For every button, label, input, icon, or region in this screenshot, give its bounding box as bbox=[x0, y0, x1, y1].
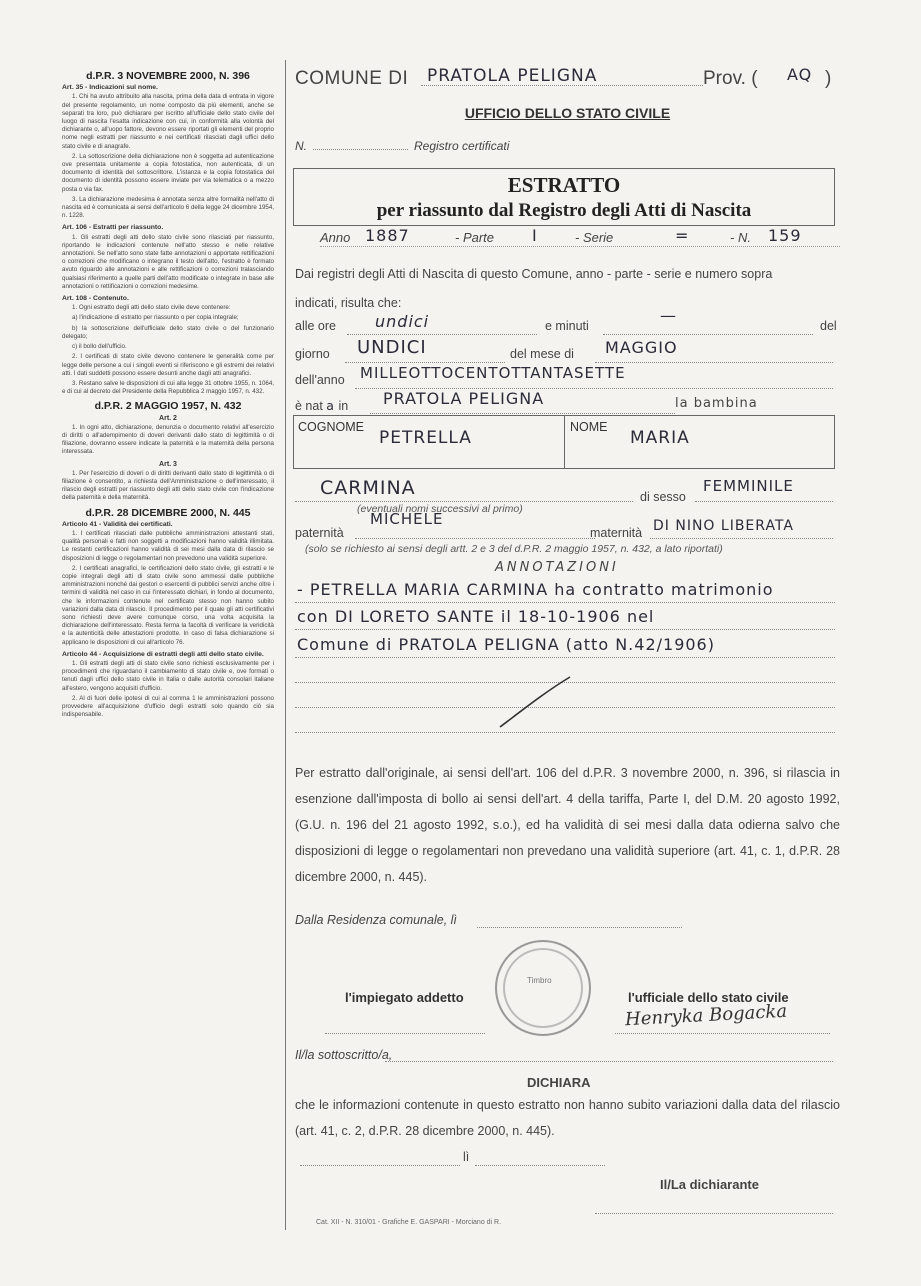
province-value: AQ bbox=[787, 65, 813, 84]
declarant-label: Il/La dichiarante bbox=[660, 1177, 759, 1192]
dotted-line bbox=[295, 501, 633, 502]
dotted-line bbox=[385, 1061, 833, 1062]
document-title: ESTRATTO bbox=[507, 173, 621, 197]
intro-line-1: Dai registri degli Atti di Nascita di questo Comune, anno - parte - serie e numero sopra bbox=[295, 267, 773, 281]
day-value: UNDICI bbox=[357, 337, 427, 358]
series-label: - Serie bbox=[575, 230, 614, 245]
part-value: I bbox=[532, 226, 538, 245]
article-paragraph: 2. La sottoscrizione della dichiarazione non è soggetta ad autenticazione ove presentata unitamente a copia fotostatica, non autenticata, di un documento di identità del sottoscrittore. L'istanza e la copia fotostatica del documento di identità possono essere inviate per via telematica o a mezzo posta o via fax. bbox=[62, 152, 274, 193]
law-title: d.P.R. 3 NOVEMBRE 2000, N. 396 bbox=[86, 70, 250, 82]
born-label-text: è nat bbox=[295, 399, 323, 413]
office-title: UFFICIO DELLO STATO CIVILE bbox=[464, 105, 671, 121]
registrar-label: l'ufficiale dello stato civile bbox=[628, 990, 789, 1005]
act-number-value: 159 bbox=[768, 226, 802, 245]
minutes-value: — bbox=[660, 306, 677, 325]
annotation-line: Comune di PRATOLA PELIGNA (atto N.42/1906) bbox=[297, 635, 715, 654]
article-paragraph: 1. Per l'esercizio di doveri o di diritti derivanti dallo stato di legittimità o di filiazione è consentito, a richiesta dell'Amministrazione o dell'interessato, il rilascio degli estratti per riassunto degli atti dello stato civile con l'indicazione della paternità e della maternità. bbox=[62, 469, 274, 502]
annotation-line: con DI LORETO SANTE il 18-10-1906 nel bbox=[297, 607, 655, 626]
number-label: N. bbox=[295, 139, 307, 153]
article-paragraph: 1. Gli estratti degli atti dello stato civile sono rilasciati per riassunto, riportando le indicazioni contenute nell'atto stesso e nelle relative annotazioni. Se nell'atto sono state fatte annotazioni o apportate rettificazioni o correzioni che modificano o integrano il testo dell'atto, l'estratto è formato avuto riguardo alle annotazioni e alle rettificazioni o correzioni tralasciando qualsiasi riferimento a quelle parti dell'atto modificate o integrate in base alle annotazioni o rettificazioni o correzioni medesime. bbox=[62, 233, 274, 290]
clerk-label: l'impiegato addetto bbox=[345, 990, 464, 1005]
article-paragraph: 1. Gli estratti degli atti di stato civile sono richiesti esclusivamente per i procedimenti che riguardano il cambiamento di stato civile e, ove formati o tenuti dagli uffici dello stato civile in Italia o dalle autorità consolari italiane all'estero, vengono acquisiti d'ufficio. bbox=[62, 660, 274, 692]
surname-value: PETRELLA bbox=[379, 428, 472, 448]
dotted-line bbox=[475, 1165, 605, 1166]
series-value: = bbox=[675, 226, 690, 245]
article-title: Articolo 41 - Validità dei certificati. bbox=[62, 520, 173, 528]
dotted-line bbox=[370, 413, 675, 414]
registry-line bbox=[295, 139, 509, 153]
month-label: del mese di bbox=[510, 347, 574, 361]
child-label: la bambina bbox=[675, 396, 758, 411]
comune-value: PRATOLA PELIGNA bbox=[427, 66, 598, 86]
law-title: d.P.R. 28 DICEMBRE 2000, N. 445 bbox=[85, 506, 251, 519]
article-paragraph: 3. La dichiarazione medesima è annotata senza altre formalità nell'atto di nascita ed è comunicata ai sensi dell'articolo 6 della legge 24 dicembre 1954, n. 1228. bbox=[62, 195, 274, 220]
printer-footer: Cat. XII - N. 310/01 - Grafiche E. GASPARI - Morciano di R. bbox=[316, 1219, 502, 1226]
name-value: MARIA bbox=[630, 428, 690, 448]
article-paragraph: 1. Ogni estratto degli atti dello stato civile deve contenere: bbox=[72, 304, 231, 312]
day-label: giorno bbox=[295, 347, 330, 361]
article-paragraph: a) l'indicazione di estratto per riassunto o per copia integrale; bbox=[72, 314, 239, 322]
dotted-line bbox=[295, 602, 835, 603]
in-label: in bbox=[338, 399, 349, 413]
document-title-box bbox=[293, 168, 835, 226]
dotted-line bbox=[603, 334, 813, 335]
residence-line: Dalla Residenza comunale, lì bbox=[295, 913, 457, 927]
gender-suffix: a bbox=[326, 398, 335, 413]
dotted-line bbox=[421, 85, 703, 86]
article-title: Articolo 44 - Acquisizione di estratti degli atti dello stato civile. bbox=[62, 650, 264, 658]
name-label: NOME bbox=[570, 420, 608, 434]
signature-line bbox=[595, 1213, 833, 1214]
article-paragraph: 2. I certificati anagrafici, le certificazioni dello stato civile, gli estratti e le copie integrali degli atti di stato civile sono ammessi dalle pubbliche amministrazioni nonché dai gestori o esercenti di pubblici servizi anche oltre i termini di validità nel caso in cui l'interessato dichiari, in fondo al documento, che le informazioni contenute nel certificato stesso non hanno subito variazioni dalla data di rilascio. Il procedimento per il quale gli atti certificativi sono richiesti deve avere comunque corso, una volta acquisita la dichiarazione dell'interessato. Resta ferma la facoltà di verificare la veridicità e la autenticità delle attestazioni prodotte. In caso di falsa dichiarazione si applicano le disposizioni di cui all'articolo 76. bbox=[62, 564, 274, 646]
birth-year-label: dell'anno bbox=[295, 373, 345, 387]
seal-text: Timbro bbox=[527, 976, 552, 985]
signature-line bbox=[325, 1033, 485, 1034]
maternity-value: DI NINO LIBERATA bbox=[653, 518, 794, 534]
article-paragraph: c) il bollo dell'ufficio. bbox=[72, 343, 127, 351]
article-title: Art. 3 bbox=[159, 460, 177, 468]
document-subtitle: per riassunto dal Registro degli Atti di Nascita bbox=[376, 200, 752, 221]
intro-line-2: indicati, risulta che: bbox=[295, 296, 402, 310]
name-box bbox=[293, 415, 835, 469]
dotted-line bbox=[347, 334, 537, 335]
declares-heading: DICHIARA bbox=[527, 1075, 591, 1090]
birth-year-value: MILLEOTTOCENTOTTANTASETTE bbox=[360, 364, 626, 382]
born-label bbox=[295, 398, 348, 413]
article-paragraph: 1. In ogni atto, dichiarazione, denunzia o documento relativi all'esercizio di diritti o all'adempimento di doveri derivanti dallo stato di legittimità o di filiazione, dovranno essere indicate la paternità e la maternità della persona interessata. bbox=[62, 423, 274, 456]
dotted-line bbox=[595, 362, 833, 363]
annotations-title: ANNOTAZIONI bbox=[495, 560, 619, 575]
signature-line bbox=[615, 1033, 830, 1034]
year-value: 1887 bbox=[365, 226, 410, 245]
other-names-note: (eventuali nomi successivi al primo) bbox=[357, 503, 523, 515]
birthplace-value: PRATOLA PELIGNA bbox=[383, 389, 545, 408]
comune-header bbox=[295, 65, 840, 90]
sex-label: di sesso bbox=[640, 490, 686, 504]
article-paragraph: 1. Chi ha avuto attribuito alla nascita, prima della data di entrata in vigore del presente regolamento, un nome composto da più elementi, anche se separati tra loro, può dichiarare per iscritto all'ufficiale dello stato civile del luogo di nascita l'esatta indicazione con cui, in conformità alla volontà del dichiarante o, all'uopo fattore, devono essere riportati gli elementi del proprio nome negli estratti per riassunto e nei certificati rilasciati dagli uffici dello stato civile e di anagrafe. bbox=[62, 93, 274, 150]
hour-value: undici bbox=[375, 312, 430, 331]
surname-label: COGNOME bbox=[298, 420, 364, 434]
parents-note: (solo se richiesto ai sensi degli artt. 2 e 3 del d.P.R. 2 maggio 1957, n. 432, a lato riportati) bbox=[305, 543, 723, 555]
paternity-label: paternità bbox=[295, 526, 344, 540]
official-seal bbox=[495, 940, 591, 1036]
article-title: Art. 108 - Contenuto. bbox=[62, 295, 129, 303]
column-divider bbox=[285, 60, 286, 1230]
year-label: Anno bbox=[320, 230, 351, 245]
date-place-label: lì bbox=[463, 1150, 470, 1164]
article-title: Art. 2 bbox=[159, 414, 177, 422]
article-paragraph: 2. I certificati di stato civile devono contenere le generalità come per legge delle persone a cui i singoli eventi si riferiscono e gli estremi dei relativi atti. I dati suddetti possono essere desunti anche dagli atti anagrafici. bbox=[62, 353, 274, 377]
hour-label: alle ore bbox=[295, 319, 336, 333]
sex-value: FEMMINILE bbox=[703, 477, 794, 495]
day-of-label: del bbox=[820, 319, 837, 333]
province-close: ) bbox=[825, 68, 832, 89]
legal-paragraph: Per estratto dall'originale, ai sensi dell'art. 106 del d.P.R. 3 novembre 2000, n. 396, si rilascia in esenzione dall'imposta di bollo ai sensi dell'art. 4 della tariffa, Parte I, del D.M. 20 agosto 1992, (G.U. n. 196 del 21 agosto 1992, s.o.), ed ha validità di sei mesi dalla data odierna salvo che disposizioni di legge o regolamentari non prevedano una validità superiore (art. 41, c. 1, d.P.R. 28 dicembre 2000, n. 445). bbox=[295, 766, 840, 884]
dotted-line bbox=[313, 149, 408, 150]
closing-stroke bbox=[495, 672, 575, 732]
dotted-line bbox=[295, 629, 835, 630]
dotted-line bbox=[345, 362, 505, 363]
paternity-value: MICHELE bbox=[370, 510, 444, 528]
part-label: - Parte bbox=[455, 230, 495, 245]
comune-label: COMUNE DI bbox=[295, 68, 409, 89]
dotted-line bbox=[355, 538, 595, 539]
month-value: MAGGIO bbox=[605, 338, 678, 357]
legal-references-column bbox=[62, 66, 274, 721]
minutes-label: e minuti bbox=[545, 319, 589, 333]
dotted-line bbox=[477, 927, 682, 928]
article-title: Art. 35 - Indicazioni sul nome. bbox=[62, 84, 158, 92]
maternity-label: maternità bbox=[590, 526, 643, 540]
dotted-line bbox=[320, 246, 840, 247]
registry-label: Registro certificati bbox=[414, 139, 510, 153]
article-title: Art. 106 - Estratti per riassunto. bbox=[62, 224, 164, 232]
article-paragraph: b) la sottoscrizione dell'ufficiale dello stato civile o del funzionario delegato; bbox=[62, 324, 274, 340]
article-paragraph: 3. Restano salve le disposizioni di cui alla legge 31 ottobre 1955, n. 1064, e di cui al decreto del Presidente della Repubblica 2 maggio 1957, n. 432. bbox=[62, 379, 274, 396]
article-paragraph: 1. I certificati rilasciati dalle pubbliche amministrazioni attestanti stati, qualità personali e fatti non soggetti a modificazioni hanno validità illimitata. Le restanti certificazioni hanno validità di sei mesi dalla data di rilascio se disposizioni di legge o regolamentari non prevedono una validità superiore. bbox=[62, 529, 274, 562]
act-number-label: - N. bbox=[730, 230, 751, 245]
annotation-line: - PETRELLA MARIA CARMINA ha contratto matrimonio bbox=[297, 580, 774, 599]
dotted-line bbox=[650, 538, 833, 539]
dotted-line bbox=[695, 501, 833, 502]
declaration-text: che le informazioni contenute in questo estratto non hanno subito variazioni dalla data del rilascio (art. 41, c. 2, d.P.R. 28 dicembre 2000, n. 445). bbox=[295, 1098, 840, 1138]
other-names-value: CARMINA bbox=[320, 477, 416, 499]
dotted-line bbox=[300, 1165, 460, 1166]
registrar-signature: Henryka Bogacka bbox=[624, 1000, 788, 1031]
dotted-line bbox=[295, 657, 835, 658]
province-label: Prov. ( bbox=[703, 68, 758, 89]
dotted-line bbox=[295, 732, 835, 733]
undersigned-label: Il/la sottoscritto/a, bbox=[295, 1048, 393, 1062]
article-paragraph: 2. Al di fuori delle ipotesi di cui al comma 1 le amministrazioni possono provvedere all'acquisizione d'ufficio degli estratti solo quando ciò sia indispensabile. bbox=[62, 694, 274, 719]
law-title: d.P.R. 2 MAGGIO 1957, N. 432 bbox=[94, 400, 242, 413]
box-divider bbox=[564, 416, 565, 468]
